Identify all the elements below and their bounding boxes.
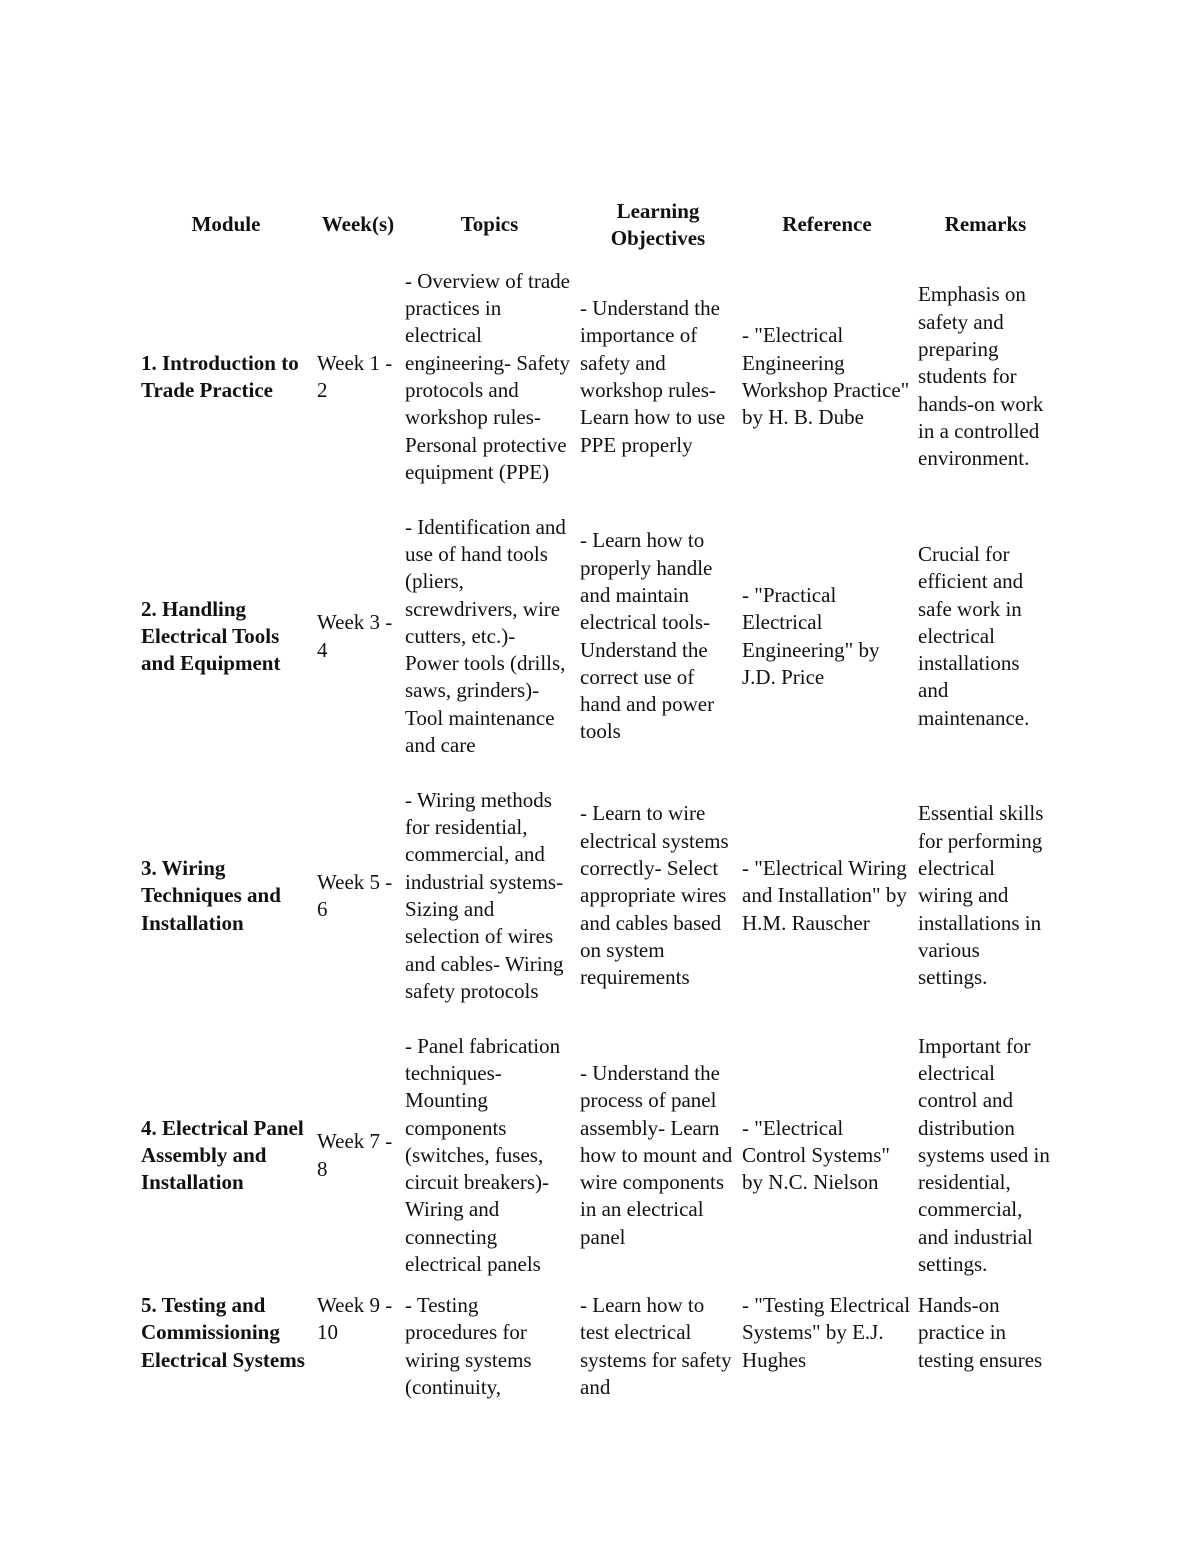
header-weeks: Week(s) (321, 212, 395, 237)
weeks-value: Week 7 - 8 (317, 1129, 393, 1181)
module-name: 3. Wiring Techniques and Installation (141, 856, 281, 935)
objectives-cell (577, 773, 739, 1019)
module-name: 2. Handling Electrical Tools and Equipment (141, 596, 281, 676)
remarks-text: Important for electrical control and distribution systems used in residential, commercial, and industrial settings. (918, 1033, 1050, 1277)
weeks-value: Week 5 - 6 (317, 869, 393, 921)
remarks-text: Emphasis on safety and preparing students for hands-on work in a controlled environment. (918, 282, 1044, 471)
remarks-cell (915, 500, 1056, 773)
header-remarks: Remarks (944, 212, 1027, 237)
topics-text: - Overview of trade practices in electrical engineering- Safety protocols and workshop rules- Personal protective equipment (PPE) (405, 268, 571, 484)
reference-text: - "Electrical Wiring and Installation" by H.M. Rauscher (742, 856, 907, 935)
header-topics: Topics (460, 212, 519, 237)
reference-text: - "Electrical Engineering Workshop Practice" by H. B. Dube (742, 323, 910, 430)
table-row (138, 500, 1056, 773)
weeks-value: Week 1 - 2 (317, 350, 393, 402)
table-row (138, 1292, 1056, 1404)
reference-cell (739, 1019, 915, 1292)
remarks-cell (915, 1019, 1056, 1292)
topics-text: - Testing procedures for wiring systems (continuity, (405, 1293, 532, 1399)
objectives-cell (577, 1292, 739, 1404)
module-cell (138, 1292, 314, 1404)
objectives-cell (577, 1019, 739, 1292)
module-cell (138, 1019, 314, 1292)
objectives-text: - Understand the importance of safety and workshop rules- Learn how to use PPE properly (580, 296, 726, 457)
objectives-text: - Learn how to test electrical systems for safety and (580, 1293, 732, 1399)
reference-cell (739, 254, 915, 500)
module-name: 4. Electrical Panel Assembly and Installation (141, 1115, 304, 1195)
weeks-cell (314, 500, 402, 773)
weeks-cell (314, 1019, 402, 1292)
curriculum-table (138, 196, 1056, 1404)
remarks-cell (915, 254, 1056, 500)
remarks-cell (915, 773, 1056, 1019)
weeks-cell (314, 1292, 402, 1404)
module-cell (138, 254, 314, 500)
objectives-text: - Understand the process of panel assembly- Learn how to mount and wire components in an electrical panel (580, 1060, 733, 1249)
topics-text: - Panel fabrication techniques- Mounting components (switches, fuses, circuit breakers)- Wiring and connecting electrical panels (405, 1033, 561, 1277)
topics-cell (402, 1292, 577, 1404)
topics-text: - Identification and use of hand tools (pliers, screwdrivers, wire cutters, etc.)- Power tools (drills, saws, grinders)- Tool maintenance and care (405, 514, 566, 758)
reference-text: - "Practical Electrical Engineering" by J.D. Price (742, 582, 880, 689)
topics-cell (402, 773, 577, 1019)
reference-cell (739, 1292, 915, 1404)
remarks-text: Crucial for efficient and safe work in electrical installations and maintenance. (918, 541, 1030, 730)
remarks-cell (915, 1292, 1056, 1404)
objectives-cell (577, 254, 739, 500)
header-learning-objectives: Learning Objectives (610, 198, 706, 250)
module-name: 1. Introduction to Trade Practice (141, 350, 299, 402)
header-module: Module (191, 212, 261, 237)
module-cell (138, 773, 314, 1019)
reference-cell (739, 773, 915, 1019)
topics-text: - Wiring methods for residential, commercial, and industrial systems- Sizing and selection of wires and cables- Wiring safety protocols (405, 787, 564, 1003)
weeks-value: Week 9 - 10 (317, 1293, 393, 1345)
reference-text: - "Electrical Control Systems" by N.C. Nielson (742, 1115, 891, 1195)
reference-cell (739, 500, 915, 773)
reference-text: - "Testing Electrical Systems" by E.J. Hughes (742, 1293, 911, 1372)
objectives-text: - Learn how to properly handle and maintain electrical tools- Understand the correct use of hand and power tools (580, 528, 715, 744)
weeks-cell (314, 254, 402, 500)
table-row (138, 254, 1056, 500)
module-cell (138, 500, 314, 773)
objectives-text: - Learn to wire electrical systems correctly- Select appropriate wires and cables based on system requirements (580, 801, 729, 990)
topics-cell (402, 254, 577, 500)
weeks-value: Week 3 - 4 (317, 610, 393, 662)
topics-cell (402, 500, 577, 773)
table-header-row (138, 196, 1056, 254)
topics-cell (402, 1019, 577, 1292)
table-row (138, 773, 1056, 1019)
module-name: 5. Testing and Commissioning Electrical Systems (141, 1293, 305, 1372)
remarks-text: Essential skills for performing electrical wiring and installations in various settings. (918, 801, 1044, 990)
weeks-cell (314, 773, 402, 1019)
table-row (138, 1019, 1056, 1292)
objectives-cell (577, 500, 739, 773)
header-reference: Reference (782, 212, 872, 237)
remarks-text: Hands-on practice in testing ensures (918, 1293, 1043, 1372)
